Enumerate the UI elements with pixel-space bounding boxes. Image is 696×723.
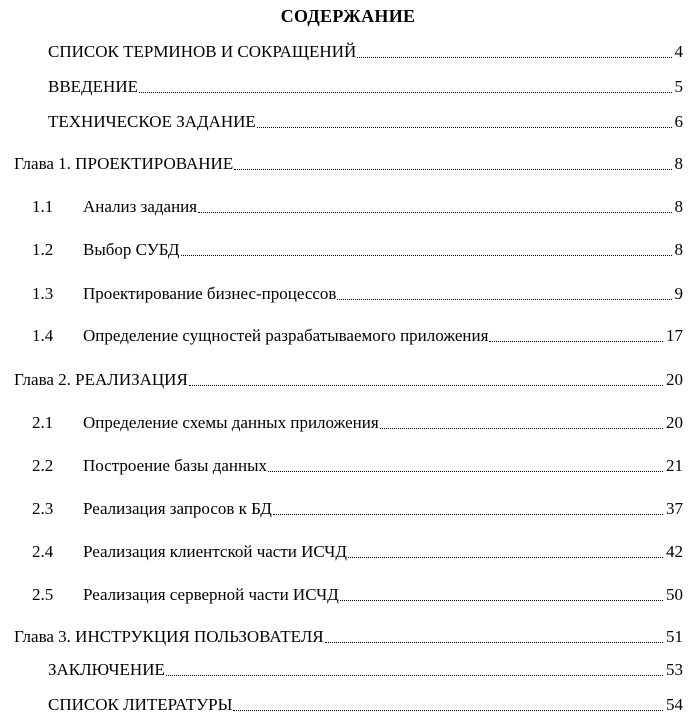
toc-entry-section[interactable] xyxy=(0,76,683,98)
toc-dot-leader xyxy=(340,600,663,601)
toc-entry-page-number: 8 xyxy=(674,240,683,259)
toc-entry-text: СПИСОК ЛИТЕРАТУРЫ xyxy=(48,695,233,714)
toc-entry-text: Глава 1. ПРОЕКТИРОВАНИЕ xyxy=(14,154,234,173)
toc-entry-text: ВВЕДЕНИЕ xyxy=(48,77,138,96)
toc-entry-sub[interactable] xyxy=(0,541,683,563)
toc-entry-chapter[interactable] xyxy=(0,153,683,175)
toc-entry-page-number: 20 xyxy=(666,413,683,432)
toc-title: СОДЕРЖАНИЕ xyxy=(280,6,416,26)
toc-entry-text: Определение схемы данных приложения xyxy=(83,413,379,432)
toc-entry-page-number: 51 xyxy=(666,627,683,646)
toc-entry-text: Выбор СУБД xyxy=(83,240,180,259)
toc-entry-number: 2.2 xyxy=(32,456,54,475)
toc-entry-text: Реализация серверной части ИСЧД xyxy=(83,585,339,604)
toc-entry-number: 2.1 xyxy=(32,413,54,432)
toc-entry-number: 1.4 xyxy=(32,326,54,345)
toc-dot-leader xyxy=(234,169,671,170)
toc-entry-section[interactable] xyxy=(0,111,683,133)
toc-entry-text: Определение сущностей разрабатываемого приложения xyxy=(83,326,489,345)
toc-dot-leader xyxy=(273,514,663,515)
toc-dot-leader xyxy=(268,471,663,472)
toc-dot-leader xyxy=(181,255,672,256)
toc-entry-chapter[interactable] xyxy=(0,369,683,391)
toc-entry-section[interactable] xyxy=(0,41,683,63)
toc-entry-sub[interactable] xyxy=(0,239,683,261)
toc-entry-text: ЗАКЛЮЧЕНИЕ xyxy=(48,660,165,679)
toc-entry-page-number: 37 xyxy=(666,499,683,518)
toc-entry-text: Проектирование бизнес-процессов xyxy=(83,284,337,303)
toc-entry-sub[interactable] xyxy=(0,455,683,477)
toc-entry-page-number: 5 xyxy=(674,77,683,96)
toc-entry-section[interactable] xyxy=(0,659,683,681)
toc-entry-text: Глава 3. ИНСТРУКЦИЯ ПОЛЬЗОВАТЕЛЯ xyxy=(14,627,324,646)
toc-entry-page-number: 4 xyxy=(674,42,683,61)
toc-dot-leader xyxy=(166,675,663,676)
toc-entry-text: Построение базы данных xyxy=(83,456,268,475)
toc-entry-sub[interactable] xyxy=(0,412,683,434)
toc-entry-number: 1.1 xyxy=(32,197,54,216)
toc-entry-page-number: 53 xyxy=(666,660,683,679)
toc-dot-leader xyxy=(139,92,672,93)
toc-entry-page-number: 9 xyxy=(674,284,683,303)
toc-entry-number: 2.4 xyxy=(32,542,54,561)
toc-dot-leader xyxy=(348,557,663,558)
toc-entry-text: Реализация запросов к БД xyxy=(83,499,272,518)
toc-dot-leader xyxy=(198,212,671,213)
toc-dot-leader xyxy=(189,385,663,386)
toc-entry-text: СПИСОК ТЕРМИНОВ И СОКРАЩЕНИЙ xyxy=(48,42,357,61)
toc-entry-number: 1.2 xyxy=(32,240,54,259)
toc-entry-text: Реализация клиентской части ИСЧД xyxy=(83,542,347,561)
toc-dot-leader xyxy=(325,642,663,643)
toc-dot-leader xyxy=(233,710,663,711)
toc-entry-text: ТЕХНИЧЕСКОЕ ЗАДАНИЕ xyxy=(48,112,256,131)
toc-entry-page-number: 21 xyxy=(666,456,683,475)
toc-entry-page-number: 17 xyxy=(666,326,683,345)
toc-entry-number: 1.3 xyxy=(32,284,54,303)
toc-entry-page-number: 6 xyxy=(674,112,683,131)
toc-entry-sub[interactable] xyxy=(0,283,683,305)
toc-entry-page-number: 8 xyxy=(674,154,683,173)
toc-dot-leader xyxy=(337,299,671,300)
toc-entry-text: Анализ задания xyxy=(83,197,198,216)
toc-entry-chapter[interactable] xyxy=(0,626,683,648)
toc-entry-sub[interactable] xyxy=(0,325,683,347)
toc-entry-page-number: 8 xyxy=(674,197,683,216)
toc-dot-leader xyxy=(357,57,671,58)
toc-entry-sub[interactable] xyxy=(0,498,683,520)
toc-entry-sub[interactable] xyxy=(0,196,683,218)
toc-entry-text: Глава 2. РЕАЛИЗАЦИЯ xyxy=(14,370,188,389)
toc-dot-leader xyxy=(380,428,663,429)
toc-entry-number: 2.3 xyxy=(32,499,54,518)
toc-entry-number: 2.5 xyxy=(32,585,54,604)
toc-entry-page-number: 54 xyxy=(666,695,683,714)
toc-entry-page-number: 20 xyxy=(666,370,683,389)
toc-dot-leader xyxy=(257,127,672,128)
toc-entry-page-number: 50 xyxy=(666,585,683,604)
toc-dot-leader xyxy=(489,341,663,342)
toc-entry-sub[interactable] xyxy=(0,584,683,606)
toc-entry-page-number: 42 xyxy=(666,542,683,561)
toc-entry-section[interactable] xyxy=(0,694,683,716)
